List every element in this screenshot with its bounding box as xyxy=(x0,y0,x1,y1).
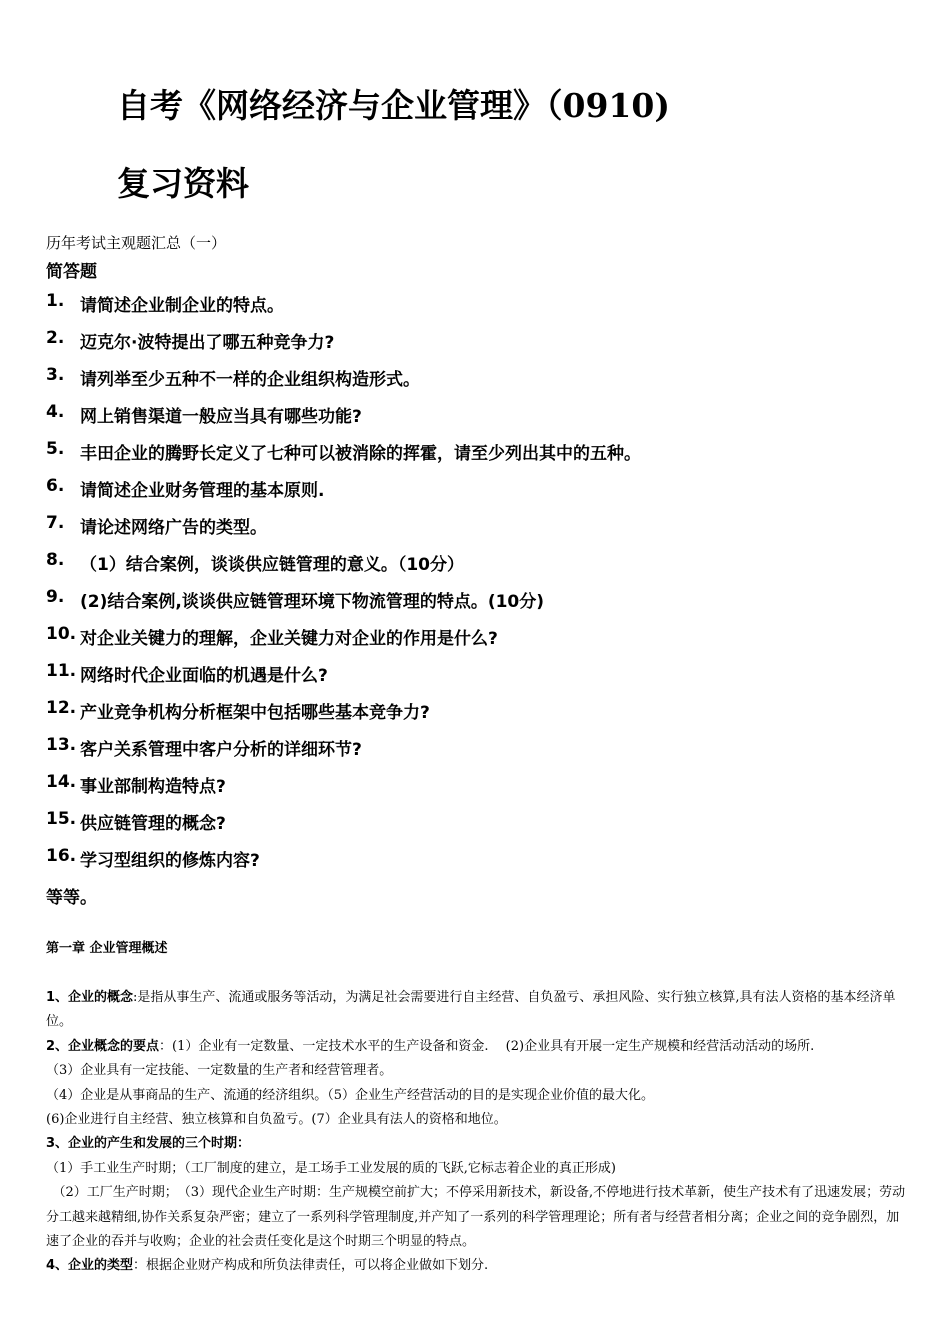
item-number: 5. xyxy=(46,439,65,459)
item-number: 16. xyxy=(46,846,77,866)
list-item xyxy=(46,587,641,624)
item-text: 请简述企业制企业的特点。 xyxy=(80,296,284,316)
list-item xyxy=(46,328,641,365)
paragraph: （3）企业具有一定技能、一定数量的生产者和经营管理者。 xyxy=(46,1063,393,1079)
chapter-heading: 第一章 企业管理概述 xyxy=(46,941,168,956)
paragraph xyxy=(46,986,906,1035)
document-title: 自考《网络经济与企业管理》（0910) xyxy=(117,86,670,125)
item-number: 10. xyxy=(46,624,77,644)
paragraph xyxy=(46,1254,906,1278)
etc-text: 等等。 xyxy=(46,888,97,908)
item-text: 对企业关键力的理解，企业关键力对企业的作用是什么? xyxy=(80,629,498,649)
item-text: 网络时代企业面临的机遇是什么? xyxy=(80,666,328,686)
paragraph-text: ：根据企业财产构成和所负法律责任，可以将企业做如下划分. xyxy=(133,1258,489,1274)
paragraph-text: :是指从事生产、流通或服务等活动，为满足社会需要进行自主经营、自负盈亏、承担风险、实行独立核算,具有法人资格的基本经济单位。 xyxy=(46,990,896,1030)
paragraph: （2）工厂生产时期； （3）现代企业生产时期：生产规模空前扩大；不停采用新技术，新设备,不停地进行技术革新，使生产技术有了迅速发展；劳动分工越来越精细,协作关系复杂严密；建立了一系列科学管理制度,并产知了一系列的科学管理理论；所有者与经营者相分离；企业之间的竞争剧烈，加速了企业的吞并与收购；企业的社会责任变化是这个时期三个明显的特点。 xyxy=(46,1185,906,1250)
item-text: 请简述企业财务管理的基本原则. xyxy=(80,481,325,501)
list-item xyxy=(46,772,641,809)
item-number: 7. xyxy=(46,513,65,533)
paragraph: （4）企业是从事商品的生产、流通的经济组织。（5）企业生产经营活动的目的是实现企业价值的最大化。 xyxy=(46,1087,655,1103)
item-text: 事业部制构造特点? xyxy=(80,777,226,797)
item-number: 14. xyxy=(46,772,77,792)
question-list xyxy=(46,291,641,883)
item-number: 1. xyxy=(46,291,65,311)
list-item xyxy=(46,698,641,735)
item-number: 12. xyxy=(46,698,77,718)
list-item xyxy=(46,291,641,328)
list-item xyxy=(46,550,641,587)
term-label: 2、企业概念的要点 xyxy=(46,1038,160,1054)
item-text: 产业竞争机构分析框架中包括哪些基本竞争力? xyxy=(80,703,430,723)
item-text: 客户关系管理中客户分析的详细环节? xyxy=(80,740,362,760)
list-item xyxy=(46,365,641,402)
paragraph: （1）手工业生产时期；（工厂制度的建立，是工场手工业发展的质的飞跃,它标志着企业的真正形成) xyxy=(46,1160,616,1176)
section-heading: 简答题 xyxy=(46,262,97,282)
term-label: 3、企业的产生和发展的三个时期： xyxy=(46,1136,251,1152)
list-item xyxy=(46,661,641,698)
subtitle: 历年考试主观题汇总（一） xyxy=(46,234,227,252)
paragraph xyxy=(46,1035,906,1059)
paragraph-text: ：(1）企业有一定数量、一定技术水平的生产设备和资金. (2)企业具有开展一定生产规模和经营活动活动的场所. xyxy=(159,1038,815,1054)
paragraph xyxy=(46,1132,906,1156)
item-number: 6. xyxy=(46,476,65,496)
item-number: 8. xyxy=(46,550,65,570)
term-label: 4、企业的类型 xyxy=(46,1258,134,1274)
item-text: 网上销售渠道一般应当具有哪些功能? xyxy=(80,407,362,427)
list-item xyxy=(46,624,641,661)
paragraph: (6)企业进行自主经营、独立核算和自负盈亏。(7）企业具有法人的资格和地位。 xyxy=(46,1112,507,1128)
document-title-line2: 复习资料 xyxy=(117,164,249,203)
item-text: 请列举至少五种不一样的企业组织构造形式。 xyxy=(80,370,420,390)
item-text: (2)结合案例,谈谈供应链管理环境下物流管理的特点。(10分) xyxy=(80,592,545,612)
item-text: （1）结合案例，谈谈供应链管理的意义。（10分） xyxy=(80,555,464,575)
item-number: 13. xyxy=(46,735,77,755)
list-item xyxy=(46,439,641,476)
list-item xyxy=(46,402,641,439)
list-item xyxy=(46,809,641,846)
item-text: 供应链管理的概念? xyxy=(80,814,226,834)
chapter-body xyxy=(46,986,906,1279)
item-number: 2. xyxy=(46,328,65,348)
item-number: 3. xyxy=(46,365,65,385)
item-number: 15. xyxy=(46,809,77,829)
item-number: 4. xyxy=(46,402,65,422)
item-text: 学习型组织的修炼内容? xyxy=(80,851,260,871)
item-number: 11. xyxy=(46,661,77,681)
list-item xyxy=(46,735,641,772)
item-text: 请论述网络广告的类型。 xyxy=(80,518,267,538)
item-text: 迈克尔·波特提出了哪五种竞争力? xyxy=(80,333,335,353)
list-item xyxy=(46,476,641,513)
item-text: 丰田企业的腾野长定义了七种可以被消除的挥霍，请至少列出其中的五种。 xyxy=(80,444,641,464)
list-item xyxy=(46,513,641,550)
list-item xyxy=(46,846,641,883)
item-number: 9. xyxy=(46,587,65,607)
term-label: 1、企业的概念 xyxy=(46,990,134,1005)
